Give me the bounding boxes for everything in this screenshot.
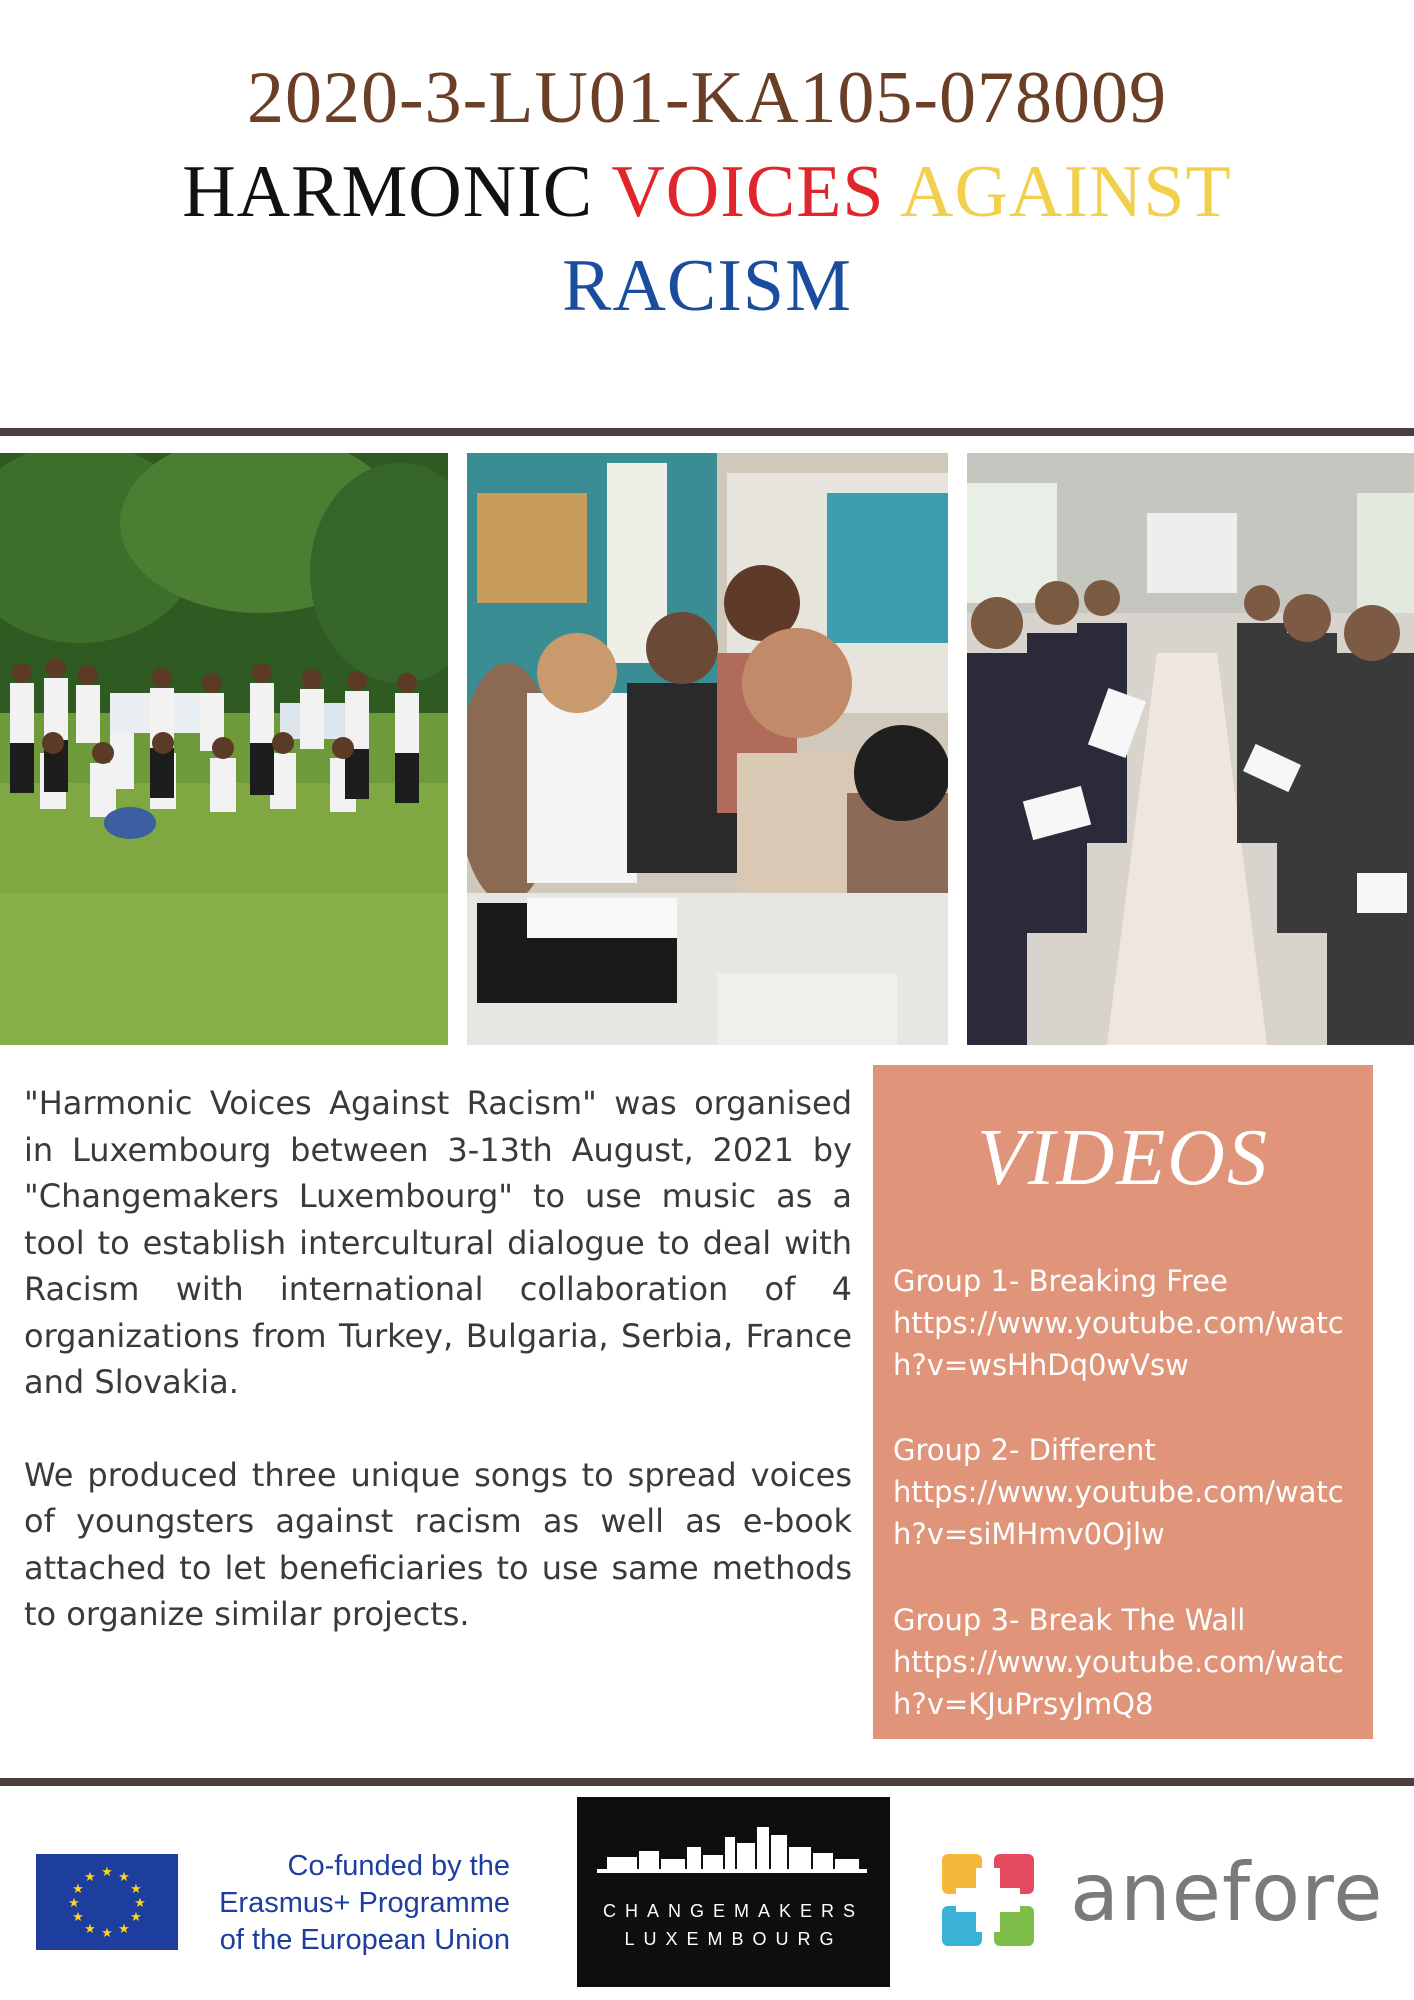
changemakers-logo — [577, 1797, 890, 1987]
video-label-1: Group 1- Breaking Free — [893, 1264, 1228, 1298]
anefore-cross-icon — [942, 1854, 1034, 1946]
video-link-2[interactable]: https://www.youtube.com/watch?v=siMHmv0Ojlw — [893, 1475, 1344, 1551]
page-title — [0, 150, 1414, 235]
bottom-divider — [0, 1778, 1414, 1786]
anefore-logo-text: anefore — [1070, 1846, 1384, 1939]
changemakers-line-2: LUXEMBOURG — [624, 1929, 843, 1949]
video-item-3 — [893, 1599, 1363, 1725]
title-word-racism: RACISM — [562, 245, 852, 327]
city-skyline-icon — [577, 1797, 890, 1897]
video-item-2 — [893, 1429, 1363, 1555]
workshop-room — [967, 453, 1414, 1045]
eu-flag-icon — [36, 1854, 178, 1950]
svg-text:★: ★ — [118, 1870, 130, 1885]
title-word-against: AGAINST — [900, 151, 1232, 233]
eu-text-line-3: of the European Union — [219, 1924, 510, 1956]
music-recording-session — [467, 453, 948, 1045]
video-link-1[interactable]: https://www.youtube.com/watch?v=wsHhDq0wVsw — [893, 1306, 1344, 1382]
eu-text-line-2: Erasmus+ Programme — [219, 1887, 510, 1919]
video-label-2: Group 2- Different — [893, 1433, 1156, 1467]
description-paragraph-2: We produced three unique songs to spread voices of youngsters against racism as well as e-book attached to let beneficiaries to use same methods to organize similar projects. — [24, 1455, 852, 1633]
svg-text:★: ★ — [72, 1910, 84, 1925]
video-item-1 — [893, 1260, 1363, 1386]
videos-panel — [873, 1065, 1373, 1739]
svg-text:★: ★ — [68, 1896, 80, 1911]
project-description — [24, 1080, 852, 1684]
videos-title: VIDEOS — [977, 1114, 1269, 1202]
svg-text:★: ★ — [101, 1926, 113, 1941]
changemakers-line-1: CHANGEMAKERS — [602, 1901, 865, 1921]
svg-text:★: ★ — [134, 1896, 146, 1911]
svg-text:★: ★ — [130, 1910, 142, 1925]
svg-text:★: ★ — [118, 1922, 130, 1937]
svg-text:★: ★ — [84, 1870, 96, 1885]
svg-text:★: ★ — [72, 1882, 84, 1897]
eu-text-line-1: Co-funded by the — [287, 1850, 510, 1882]
title-word-harmonic: HARMONIC — [182, 151, 594, 233]
project-code: 2020-3-LU01-KA105-078009 — [246, 57, 1168, 139]
video-label-3: Group 3- Break The Wall — [893, 1603, 1246, 1637]
svg-text:★: ★ — [84, 1922, 96, 1937]
title-word-voices: VOICES — [611, 151, 885, 233]
svg-text:★: ★ — [101, 1865, 113, 1880]
description-paragraph-1: "Harmonic Voices Against Racism" was organised in Luxembourg between 3-13th August, 2021 by "Changemakers Luxembourg" to use music as a tool to establish intercultural dialogue to deal with Racism with international collaboration of 4 organizations from Turkey, Bulgaria, Serbia, France and Slovakia. — [24, 1084, 852, 1401]
group-photo-outdoors — [0, 453, 448, 1045]
video-link-3[interactable]: https://www.youtube.com/watch?v=KJuPrsyJmQ8 — [893, 1645, 1344, 1721]
svg-text:★: ★ — [130, 1882, 142, 1897]
eu-cofunded-text — [190, 1848, 510, 1959]
top-divider — [0, 428, 1414, 436]
